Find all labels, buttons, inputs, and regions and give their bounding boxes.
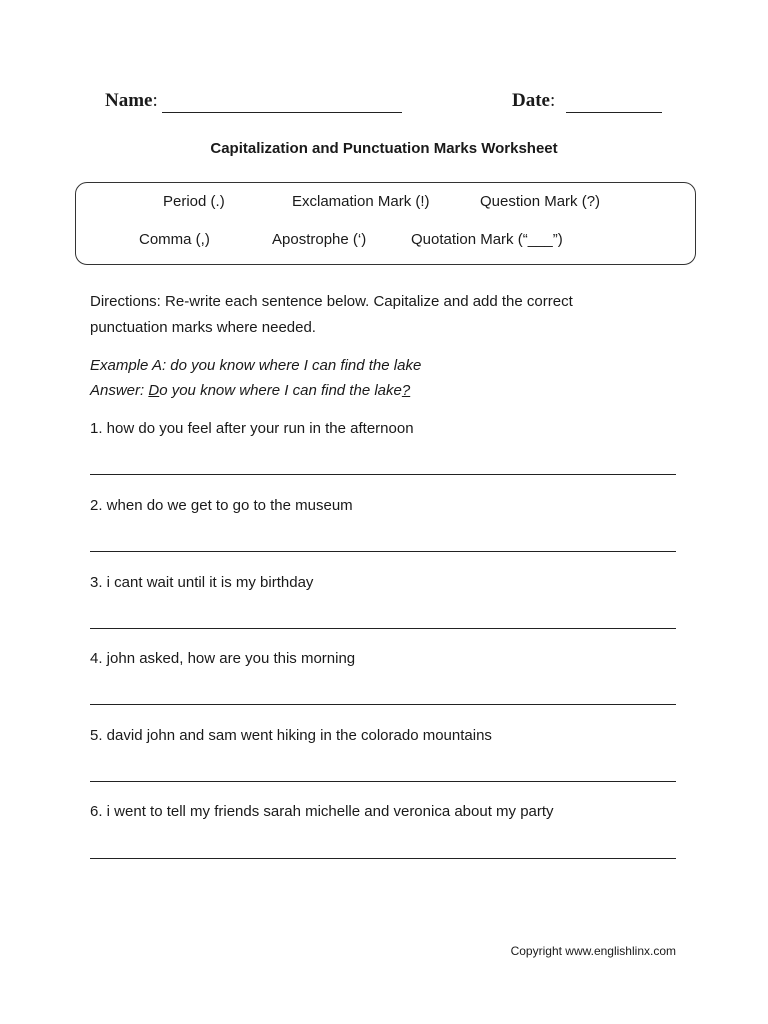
answer-line-4[interactable] — [90, 704, 676, 705]
answer-line-2[interactable] — [90, 551, 676, 552]
question-4: 4. john asked, how are you this morning — [90, 650, 356, 667]
legend-exclamation-mark: Exclamation Mark (!) — [292, 193, 430, 210]
question-5: 5. david john and sam went hiking in the colorado mountains — [90, 727, 492, 744]
question-2: 2. when do we get to go to the museum — [90, 497, 353, 514]
example-answer — [90, 382, 410, 399]
legend-comma: Comma (,) — [139, 231, 210, 248]
example-answer-body: o you know where I can find the lake — [159, 382, 402, 399]
directions-line-2: punctuation marks where needed. — [90, 319, 316, 336]
answer-line-3[interactable] — [90, 628, 676, 629]
worksheet-title: Capitalization and Punctuation Marks Worksheet — [210, 140, 558, 157]
example-answer-punct: ? — [401, 382, 411, 399]
answer-line-6[interactable] — [90, 858, 676, 859]
directions-line-1: Directions: Re-write each sentence below. Capitalize and add the correct — [90, 293, 573, 310]
question-1: 1. how do you feel after your run in the afternoon — [90, 420, 414, 437]
name-colon: : — [152, 90, 158, 111]
copyright-text: Copyright www.englishlinx.com — [510, 944, 676, 958]
example-answer-prefix: Answer: — [90, 382, 149, 399]
name-label-text: Name — [105, 90, 153, 111]
date-label — [512, 90, 555, 112]
answer-line-5[interactable] — [90, 781, 676, 782]
name-label — [105, 90, 158, 112]
legend-period: Period (.) — [163, 193, 225, 210]
date-colon: : — [549, 90, 556, 111]
legend-question-mark: Question Mark (?) — [480, 193, 601, 210]
name-field[interactable] — [162, 112, 402, 113]
example-question: Example A: do you know where I can find the lake — [90, 357, 422, 374]
answer-line-1[interactable] — [90, 474, 676, 475]
question-3: 3. i cant wait until it is my birthday — [90, 574, 314, 591]
example-answer-capital: D — [148, 382, 160, 399]
date-field[interactable] — [566, 112, 662, 113]
legend-apostrophe: Apostrophe (‘) — [272, 231, 367, 248]
legend-quotation-mark: Quotation Mark (“___”) — [411, 231, 563, 248]
date-label-text: Date — [512, 90, 550, 111]
question-6: 6. i went to tell my friends sarah michelle and veronica about my party — [90, 803, 554, 820]
